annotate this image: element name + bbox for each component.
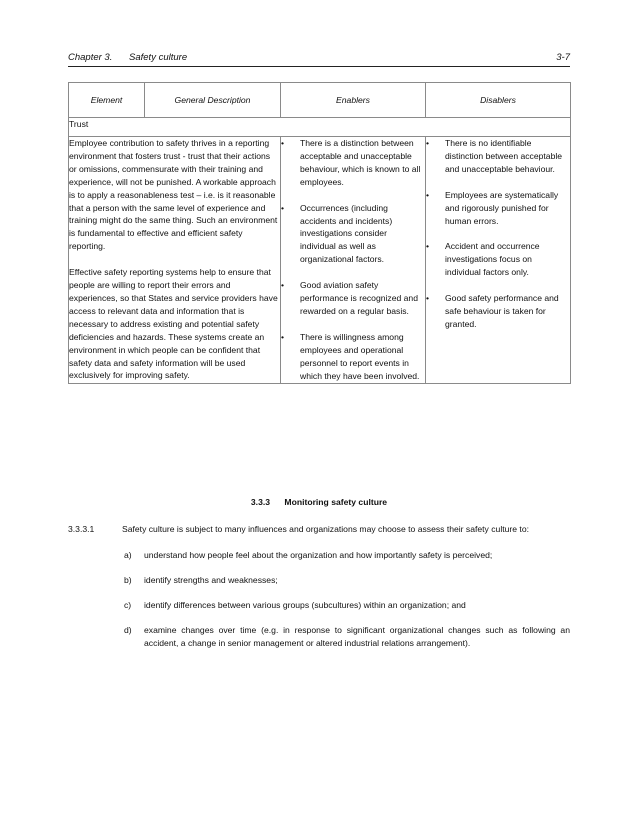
header-chapter: [68, 52, 187, 63]
enabler-item: • There is willingness among employees and operational personnel to report events in which they have been involved.: [281, 331, 425, 383]
disabler-item: • Accident and occurrence investigations focus on individual factors only.: [426, 240, 570, 279]
list-item-text: identify differences between various groups (subcultures) within an organization; and: [144, 600, 466, 610]
section-title: Monitoring safety culture: [284, 497, 388, 507]
column-header-description: General Description: [145, 83, 281, 118]
column-header-enablers: Enablers: [281, 83, 426, 118]
table-header-row: [69, 83, 571, 118]
list-item-label: d): [124, 625, 132, 635]
disablers-cell: [426, 137, 571, 384]
list-item-text: understand how people feel about the organization and how importantly safety is perceived;: [144, 550, 493, 560]
column-header-disablers: Disablers: [426, 83, 571, 118]
disabler-item: • There is no identifiable distinction between acceptable and unacceptable behaviour.: [426, 137, 570, 176]
enabler-item: • Occurrences (including accidents and incidents) investigations consider individual as well as organizational factors.: [281, 202, 425, 267]
section-heading: [68, 497, 570, 507]
section-number: 3.3.3: [250, 497, 271, 507]
disabler-item: • Good safety performance and safe behaviour is taken for granted.: [426, 292, 570, 331]
element-row: [69, 118, 571, 137]
paragraph-number: 3.3.3.1: [68, 524, 95, 534]
disabler-item: • Employees are systematically and rigorously punished for human errors.: [426, 189, 570, 228]
description-paragraph: Employee contribution to safety thrives in a reporting environment that fosters trust - trust that their actions or omissions, commensurate with their training and experience, will not be punished. A workable approach is to apply a reasonableness test – i.e. is it reasonable that a person with the same level of experience and training might do the same thing. Such an environment is fundamental to effective and efficient safety reporting.: [69, 138, 278, 252]
column-header-element: Element: [69, 83, 145, 118]
paragraph-text: Safety culture is subject to many influences and organizations may choose to assess their safety culture to:: [122, 524, 529, 534]
enabler-item: • There is a distinction between acceptable and unacceptable behaviour, which is known to all employees.: [281, 137, 425, 189]
list-item-text: examine changes over time (e.g. in response to significant organizational changes such as following an accident, a change in senior management or altered industrial relations arrangement).: [144, 625, 570, 648]
page-header: [68, 52, 570, 63]
table-row: [69, 137, 571, 384]
list-item-label: b): [124, 575, 132, 585]
safety-culture-table: [68, 82, 571, 384]
enablers-cell: [281, 137, 426, 384]
enabler-item: • Good aviation safety performance is recognized and rewarded on a regular basis.: [281, 279, 425, 318]
element-name: Trust: [69, 118, 571, 137]
general-description-cell: [69, 137, 281, 384]
description-paragraph: Effective safety reporting systems help to ensure that people are willing to report their errors and experiences, so that States and service providers have access to relevant data and information that is necessary to address existing and potential safety deficiencies and hazards. These systems create an environment in which people can be confident that safety data and safety information will be used exclusively for improving safety.: [69, 267, 278, 381]
header-rule: [68, 66, 570, 67]
list-item-label: c): [124, 600, 132, 610]
list-item-label: a): [124, 550, 132, 560]
chapter-number: Chapter 3.: [68, 52, 113, 63]
page-number: 3-7: [556, 52, 570, 63]
chapter-title: Safety culture: [129, 52, 188, 63]
list-item-text: identify strengths and weaknesses;: [144, 575, 278, 585]
